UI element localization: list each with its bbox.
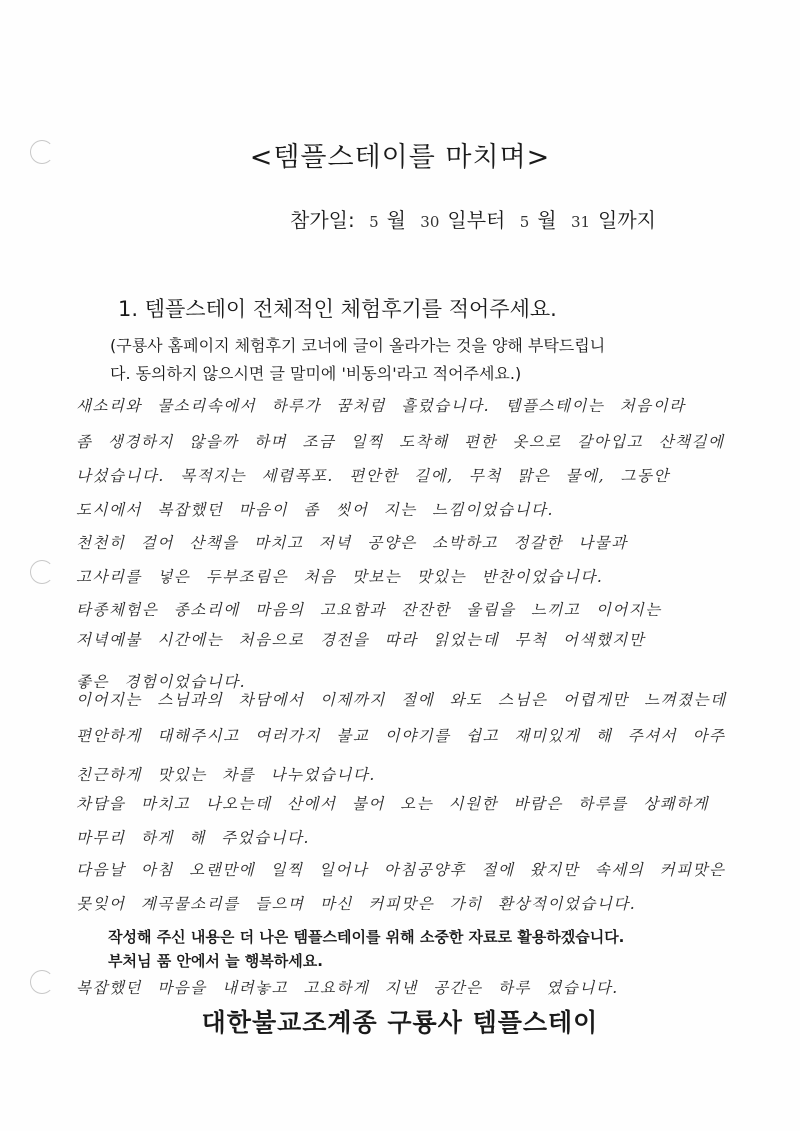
consent-note-line: 다. 동의하지 않으시면 글 말미에 '비동의'라고 적어주세요.) (110, 364, 522, 383)
end-day: 31 (570, 213, 591, 231)
organization-footer: 대한불교조계종 구룡사 템플스테이 (201, 1008, 599, 1037)
end-month: 5 (519, 213, 530, 231)
handwritten-line: 마무리 하게 해 주었습니다. (76, 829, 310, 847)
handwritten-line: 이어지는 스님과의 차담에서 이제까지 절에 와도 스님은 어렵게만 느껴졌는데 (76, 691, 727, 709)
question-heading: 1. 템플스테이 전체적인 체험후기를 적어주세요. (118, 297, 557, 321)
start-month: 5 (369, 213, 379, 231)
handwritten-line: 고사리를 넣은 두부조림은 처음 맛보는 맛있는 반찬이었습니다. (76, 568, 604, 586)
handwritten-line: 좋은 경험이었습니다. (76, 673, 247, 691)
handwritten-line: 좀 생경하지 않을까 하며 조금 일찍 도착해 편한 옷으로 갈아입고 산책길에 (76, 433, 725, 451)
handwritten-line: 새소리와 물소리속에서 하루가 꿈처럼 흘렀습니다. 템플스테이는 처음이라 (76, 397, 686, 415)
participation-label: 참가일: (290, 208, 355, 232)
handwritten-line: 저녁예불 시간에는 처음으로 경전을 따라 읽었는데 무척 어색했지만 (76, 631, 646, 649)
month-unit: 월 (386, 208, 406, 232)
consent-note-line: (구룡사 홈페이지 체험후기 코너에 글이 올라가는 것을 양해 부탁드립니 (110, 336, 606, 355)
closing-message: 작성해 주신 내용은 더 나은 템플스테이를 위해 소중한 자료로 활용하겠습니다. (108, 928, 625, 946)
handwritten-line: 나섰습니다. 목적지는 세렴폭포. 편안한 길에, 무척 맑은 물에, 그동안 (76, 467, 670, 485)
handwritten-line: 못잊어 계곡물소리를 들으며 마신 커피맛은 가히 환상적이었습니다. (76, 895, 637, 913)
handwritten-line: 천천히 걸어 산책을 마치고 저녁 공양은 소박하고 정갈한 나물과 (76, 534, 628, 552)
month-unit: 월 (537, 208, 557, 232)
handwritten-line: 타종체험은 종소리에 마음의 고요함과 잔잔한 울림을 느끼고 이어지는 (76, 601, 662, 619)
handwritten-line: 차담을 마치고 나오는데 산에서 불어 오는 시원한 바람은 하루를 상쾌하게 (76, 795, 710, 813)
handwritten-line: 복잡했던 마음을 내려놓고 고요하게 지낸 공간은 하루 였습니다. (76, 979, 619, 997)
punch-hole-mark (30, 560, 54, 584)
start-day: 30 (420, 213, 440, 231)
handwritten-line: 도시에서 복잡했던 마음이 좀 씻어 지는 느낌이었습니다. (76, 501, 554, 519)
punch-hole-mark (30, 970, 54, 994)
handwritten-line: 친근하게 맛있는 차를 나누었습니다. (76, 766, 376, 784)
closing-blessing: 부처님 품 안에서 늘 행복하세요. (108, 952, 323, 970)
page-title: <템플스테이를 마치며> (249, 142, 551, 173)
participation-dates (290, 204, 656, 233)
day-from-label: 일부터 (447, 208, 506, 232)
day-to-label: 일까지 (598, 208, 657, 232)
handwritten-line: 편안하게 대해주시고 여러가지 불교 이야기를 쉽고 재미있게 해 주셔서 아주 (76, 727, 726, 745)
handwritten-line: 다음날 아침 오랜만에 일찍 일어나 아침공양후 절에 왔지만 속세의 커피맛은 (76, 861, 726, 879)
